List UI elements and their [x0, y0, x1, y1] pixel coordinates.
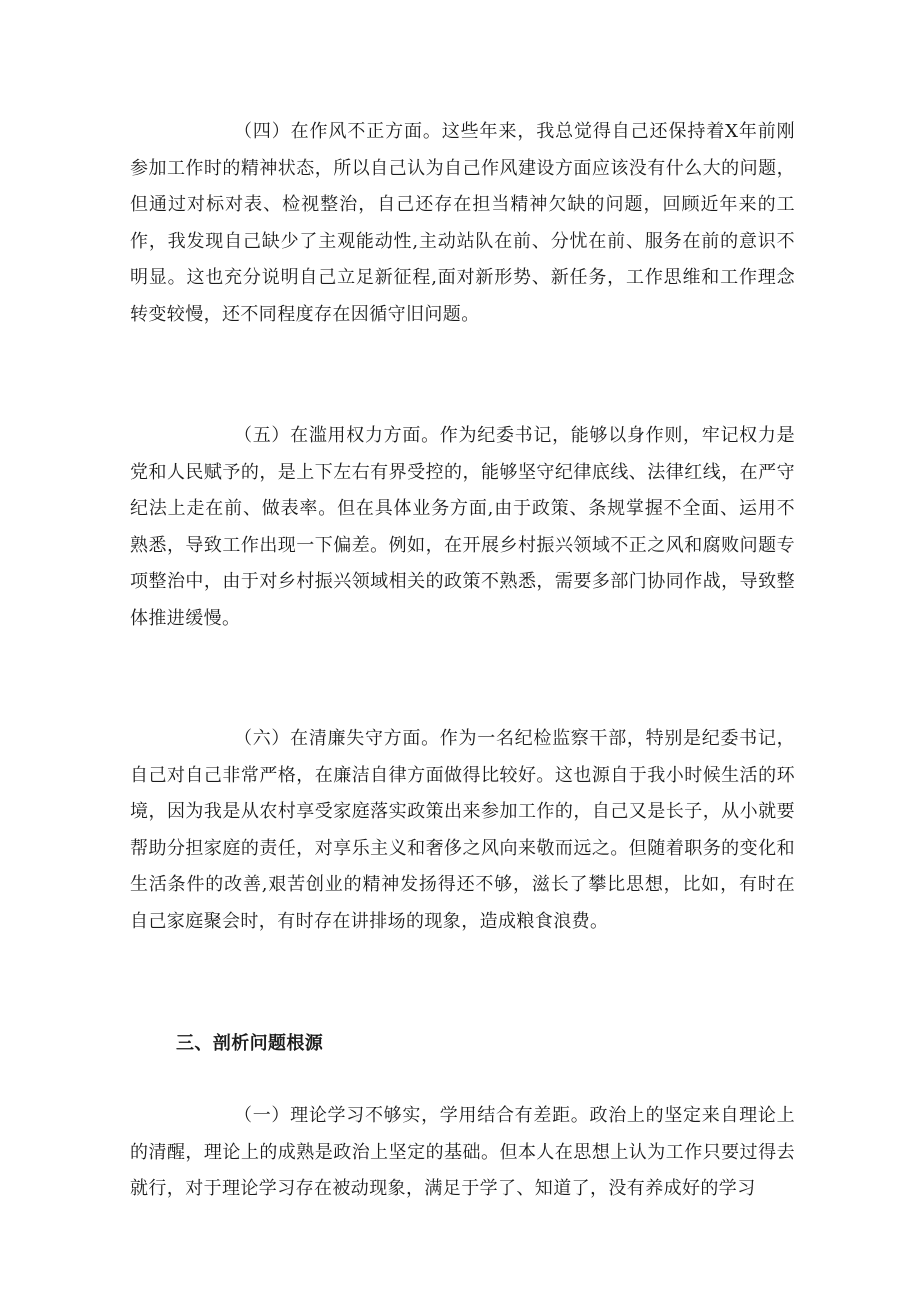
paragraph-work-style: （四）在作风不正方面。这些年来，我总觉得自己还保持着X年前刚参加工作时的精神状态，所以自己认为自己作风建设方面应该没有什么大的问题，但通过对标对表、检视整治，自己还存在担当精神欠缺的问题，回顾近年来的工作，我发现自己缺少了主观能动性,主动站队在前、分忧在前、服务在前的意识不明显。这也充分说明自己立足新征程,面对新形势、新任务，工作思维和工作理念转变较慢，还不同程度存在因循守旧问题。	[130, 121, 795, 325]
paragraph-integrity: （六）在清廉失守方面。作为一名纪检监察干部，特别是纪委书记，自己对自己非常严格，在廉洁自律方面做得比较好。这也源自于我小时候生活的环境，因为我是从农村享受家庭落实政策出来参加工作的，自己又是长子，从小就要帮助分担家庭的责任，对享乐主义和奢侈之风向来敬而远之。但随着职务的变化和生活条件的改善,艰苦创业的精神发扬得还不够，滋长了攀比思想，比如，有时在自己家庭聚会时，有时存在讲排场的现象，造成粮食浪费。	[130, 728, 795, 932]
section-heading: 三、剖析问题根源	[176, 1033, 324, 1054]
paragraph-theory-study: （一）理论学习不够实，学用结合有差距。政治上的坚定来自理论上的清醒，理论上的成熟是政治上坚定的基础。但本人在思想上认为工作只要过得去就行，对于理论学习存在被动现象，满足于学了、知道了，没有养成好的学习	[130, 1105, 795, 1199]
paragraph-power-abuse: （五）在滥用权力方面。作为纪委书记，能够以身作则，牢记权力是党和人民赋予的，是上下左右有界受控的，能够坚守纪律底线、法律红线，在严守纪法上走在前、做表率。但在具体业务方面,由于政策、条规掌握不全面、运用不熟悉，导致工作出现一下偏差。例如，在开展乡村振兴领域不正之风和腐败问题专项整治中，由于对乡村振兴领域相关的政策不熟悉，需要多部门协同作战，导致整体推进缓慢。	[130, 425, 795, 629]
